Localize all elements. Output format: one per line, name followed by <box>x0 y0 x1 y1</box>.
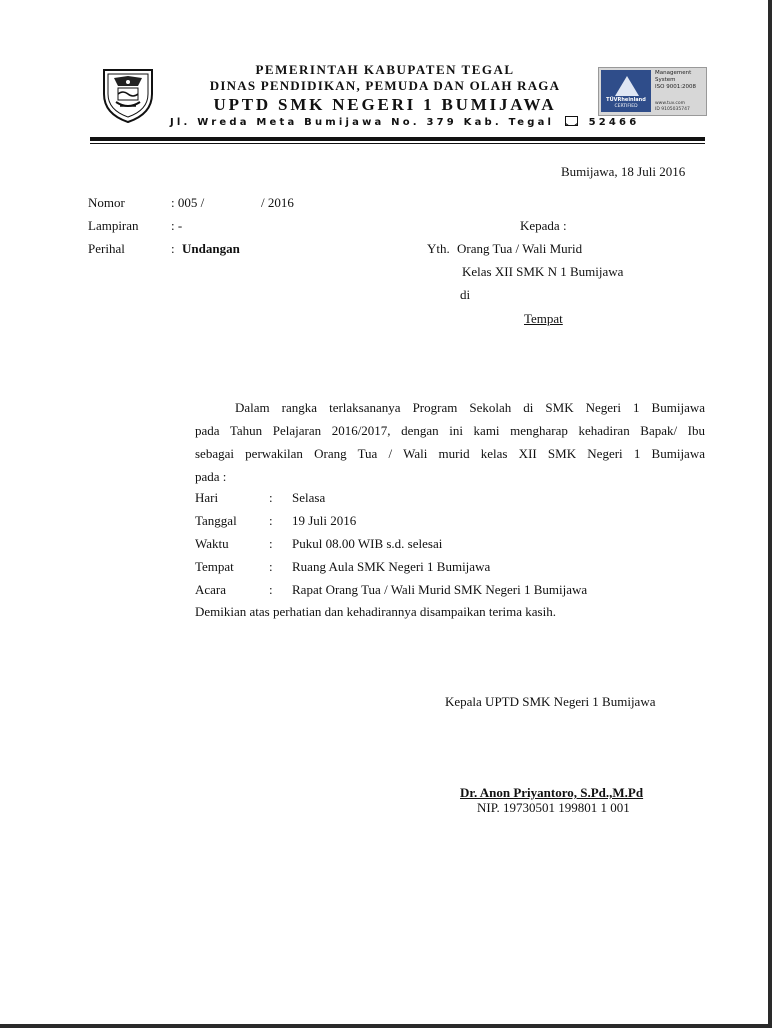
letterhead-line1: PEMERINTAH KABUPATEN TEGAL <box>255 62 515 77</box>
address-text: Jl. Wreda Meta Bumijawa No. 379 Kab. Tegal <box>170 117 555 128</box>
body-line1: Dalam rangka terlaksananya Program Sekolah di SMK Negeri 1 Bumijawa <box>235 400 705 415</box>
body-line4: pada : <box>195 469 227 484</box>
letterhead-divider-thin <box>90 143 705 144</box>
recipient-line2: Kelas XII SMK N 1 Bumijawa <box>462 264 624 279</box>
detail-value-waktu: Pukul 08.00 WIB s.d. selesai <box>292 536 443 551</box>
letterhead-school-name: UPTD SMK NEGERI 1 BUMIJAWA <box>213 95 557 114</box>
letterhead-address <box>170 116 639 128</box>
cert-text <box>655 70 696 91</box>
recipient-line1: Orang Tua / Wali Murid <box>457 241 583 256</box>
body-line2: pada Tahun Pelajaran 2016/2017, dengan ini kami mengharap kehadiran Bapak/ Ibu <box>195 423 705 438</box>
cert-brand: TÜVRheinland <box>606 97 646 103</box>
cert-text-line2: System <box>655 77 676 83</box>
detail-label-tempat: Tempat <box>195 559 234 574</box>
yth-label: Yth. <box>427 241 450 256</box>
signatory-title: Kepala UPTD SMK Negeri 1 Bumijawa <box>445 694 656 709</box>
regency-emblem-icon <box>98 64 158 124</box>
letter-date: Bumijawa, 18 Juli 2016 <box>561 164 686 179</box>
perihal-colon: : <box>171 241 175 256</box>
detail-colon: : <box>269 559 273 574</box>
detail-colon: : <box>269 513 273 528</box>
detail-label-acara: Acara <box>195 582 227 597</box>
cert-text-line3: ISO 9001:2008 <box>655 84 697 90</box>
detail-colon: : <box>269 536 273 551</box>
nomor-label: Nomor <box>88 195 125 210</box>
detail-value-tanggal: 19 Juli 2016 <box>292 513 357 528</box>
closing-sentence: Demikian atas perhatian dan kehadirannya disampaikan terima kasih. <box>195 604 556 619</box>
detail-label-waktu: Waktu <box>195 536 229 551</box>
nomor-year: / 2016 <box>261 195 294 210</box>
detail-label-hari: Hari <box>195 490 219 505</box>
body-line3: sebagai perwakilan Orang Tua / Wali murid kelas XII SMK Negeri 1 Bumijawa <box>195 446 705 461</box>
iso-certification-badge <box>598 67 707 116</box>
letterhead-divider-thick <box>90 137 705 141</box>
recipient-di: di <box>460 287 471 302</box>
cert-text-line1: Management <box>655 70 692 76</box>
perihal-label: Perihal <box>88 241 125 256</box>
perihal-value: Undangan <box>182 241 240 256</box>
recipient-tempat: Tempat <box>524 311 563 326</box>
cert-label: CERTIFIED <box>614 104 638 109</box>
envelope-icon <box>565 116 578 126</box>
lampiran-label: Lampiran <box>88 218 139 233</box>
tuv-logo-icon <box>601 70 651 112</box>
cert-id: ID 9105035747 <box>655 106 690 112</box>
cert-id-block <box>655 101 690 112</box>
detail-label-tanggal: Tanggal <box>195 513 237 528</box>
cert-site: www.tuv.com <box>655 101 686 106</box>
detail-value-hari: Selasa <box>292 490 326 505</box>
detail-colon: : <box>269 490 273 505</box>
signatory-name: Dr. Anon Priyantoro, S.Pd.,M.Pd <box>460 785 644 800</box>
detail-value-acara: Rapat Orang Tua / Wali Murid SMK Negeri 1 Bumijawa <box>292 582 588 597</box>
signatory-nip: NIP. 19730501 199801 1 001 <box>477 800 630 815</box>
detail-value-tempat: Ruang Aula SMK Negeri 1 Bumijawa <box>292 559 491 574</box>
nomor-value: : 005 / <box>171 195 205 210</box>
postcode: 52466 <box>588 117 640 128</box>
kepada-label: Kepada : <box>520 218 567 233</box>
lampiran-value: : - <box>171 218 183 233</box>
letterhead-line2: DINAS PENDIDIKAN, PEMUDA DAN OLAH RAGA <box>209 78 561 93</box>
detail-colon: : <box>269 582 273 597</box>
